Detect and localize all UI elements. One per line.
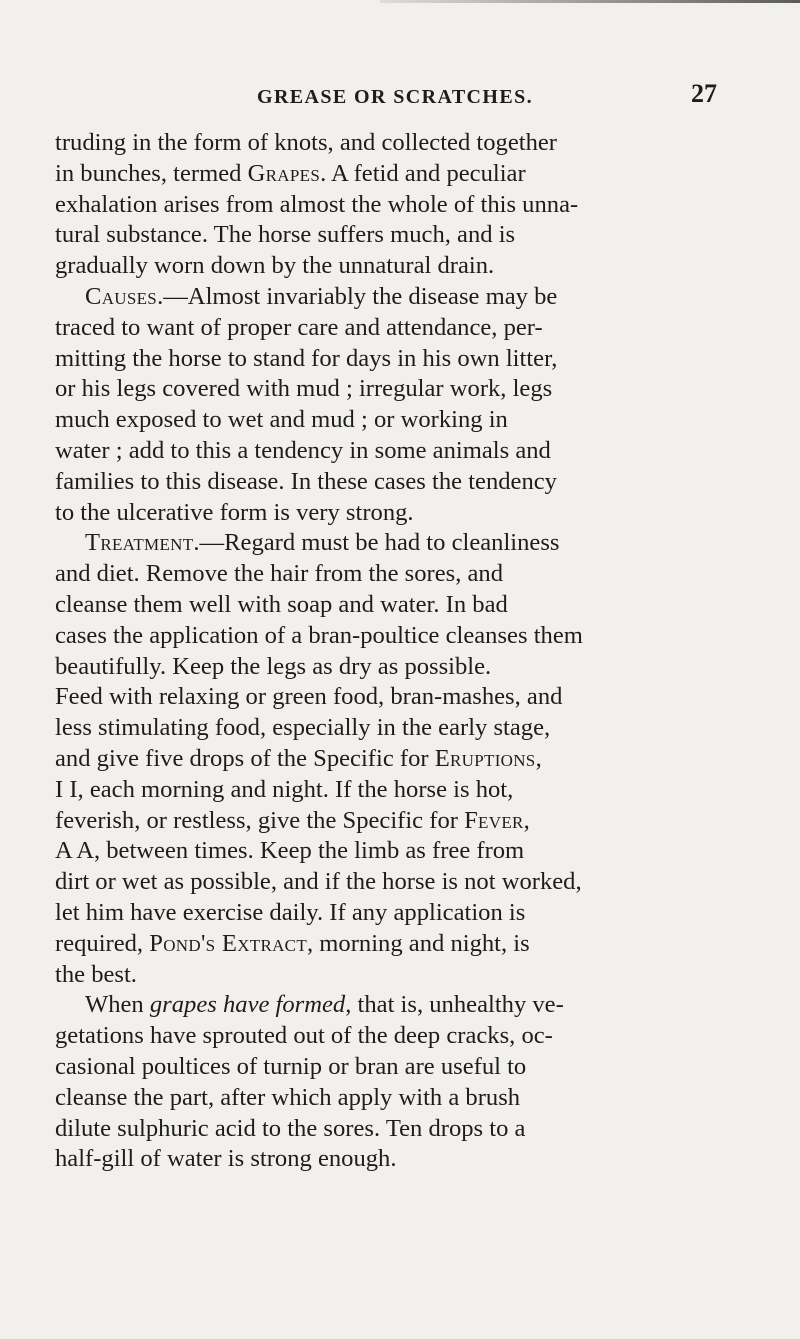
text-run: in bunches, termed	[55, 159, 248, 187]
text-line	[55, 190, 790, 221]
text-run: exhalation arises from almost the whole of this unna-	[55, 190, 579, 218]
text-run: cases the application of a bran-poultice cleanses them	[55, 621, 583, 649]
text-line	[55, 220, 790, 251]
body-text	[55, 128, 790, 1175]
page-edge-rule	[380, 0, 800, 3]
text-run: getations have sprouted out of the deep cracks, oc-	[55, 1022, 553, 1050]
text-line	[55, 990, 790, 1021]
text-run: .—Regard must be had to cleanliness	[193, 529, 560, 557]
text-line	[55, 1052, 790, 1083]
text-run: feverish, or restless, give the Specific for	[55, 806, 465, 834]
text-line	[55, 1144, 790, 1175]
text-run: let him have exercise daily. If any application is	[55, 898, 526, 926]
text-run: dilute sulphuric acid to the sores. Ten drops to a	[55, 1114, 526, 1142]
page-number: 27	[691, 79, 717, 108]
text-line	[55, 621, 790, 652]
text-line	[55, 559, 790, 590]
text-run: ,	[535, 744, 542, 772]
text-line	[55, 867, 790, 898]
text-run: ,	[523, 806, 530, 834]
small-caps-term: Eruptions	[434, 744, 536, 772]
text-line	[55, 159, 790, 190]
text-line	[55, 344, 790, 375]
text-run: When	[85, 991, 150, 1019]
text-line	[55, 436, 790, 467]
text-run: much exposed to wet and mud ; or working in	[55, 406, 508, 434]
text-run: , morning and night, is	[307, 929, 530, 957]
italic-phrase: grapes have formed	[149, 991, 346, 1019]
text-line	[55, 405, 790, 436]
text-run: and give five drops of the Specific for	[55, 744, 435, 772]
text-run: the best.	[55, 960, 137, 988]
text-run: and diet. Remove the hair from the sores, and	[55, 560, 504, 588]
small-caps-term: Grapes	[247, 159, 321, 187]
text-line	[55, 806, 790, 837]
text-line	[55, 1114, 790, 1145]
text-line	[55, 1021, 790, 1052]
text-line	[55, 744, 790, 775]
text-line	[55, 652, 790, 683]
text-run: . A fetid and peculiar	[320, 159, 526, 187]
text-run: required,	[55, 929, 150, 957]
text-run: casional poultices of turnip or bran are useful to	[55, 1052, 527, 1080]
text-run: tural substance. The horse suffers much, and is	[55, 221, 516, 249]
text-run: traced to want of proper care and attendance, per-	[55, 313, 543, 341]
small-caps-term: Treatment	[85, 529, 194, 557]
text-line	[55, 682, 790, 713]
small-caps-term: Pond's Extract	[149, 929, 307, 957]
text-line	[55, 775, 790, 806]
text-run: dirt or wet as possible, and if the horse is not worked,	[55, 868, 582, 896]
text-line	[55, 498, 790, 529]
text-run: beautifully. Keep the legs as dry as possible.	[55, 652, 492, 680]
text-line	[55, 467, 790, 498]
small-caps-term: Fever	[464, 806, 524, 834]
text-run: Feed with relaxing or green food, bran-mashes, and	[55, 683, 563, 711]
text-run: water ; add to this a tendency in some animals and	[55, 436, 551, 464]
text-line	[55, 282, 790, 313]
text-line	[55, 898, 790, 929]
text-line	[55, 528, 790, 559]
text-line	[55, 836, 790, 867]
text-run: I I, each morning and night. If the horse is hot,	[55, 775, 514, 803]
text-run: .—Almost invariably the disease may be	[157, 282, 558, 310]
text-line	[55, 713, 790, 744]
small-caps-term: Causes	[85, 282, 158, 310]
text-line	[55, 313, 790, 344]
text-run: cleanse the part, after which apply with a brush	[55, 1083, 521, 1111]
text-line	[55, 929, 790, 960]
text-run: families to this disease. In these cases the tendency	[55, 467, 557, 495]
text-line	[55, 1083, 790, 1114]
text-run: mitting the horse to stand for days in his own litter,	[55, 344, 558, 372]
text-run: cleanse them well with soap and water. In bad	[55, 590, 508, 618]
text-run: half-gill of water is strong enough.	[55, 1145, 397, 1173]
text-run: truding in the form of knots, and collected together	[55, 129, 557, 156]
text-run: or his legs covered with mud ; irregular work, legs	[55, 375, 553, 403]
text-line	[55, 590, 790, 621]
text-line	[55, 251, 790, 282]
text-line	[55, 374, 790, 405]
text-run: gradually worn down by the unnatural drain.	[55, 252, 495, 280]
text-run: , that is, unhealthy ve-	[345, 991, 564, 1019]
text-run: A A, between times. Keep the limb as free from	[55, 837, 525, 865]
text-line	[55, 960, 790, 991]
text-run: to the ulcerative form is very strong.	[55, 498, 414, 526]
page-header	[0, 79, 800, 116]
text-line	[55, 128, 790, 159]
running-head: GREASE OR SCRATCHES.	[257, 86, 534, 108]
text-run: less stimulating food, especially in the early stage,	[55, 714, 551, 742]
